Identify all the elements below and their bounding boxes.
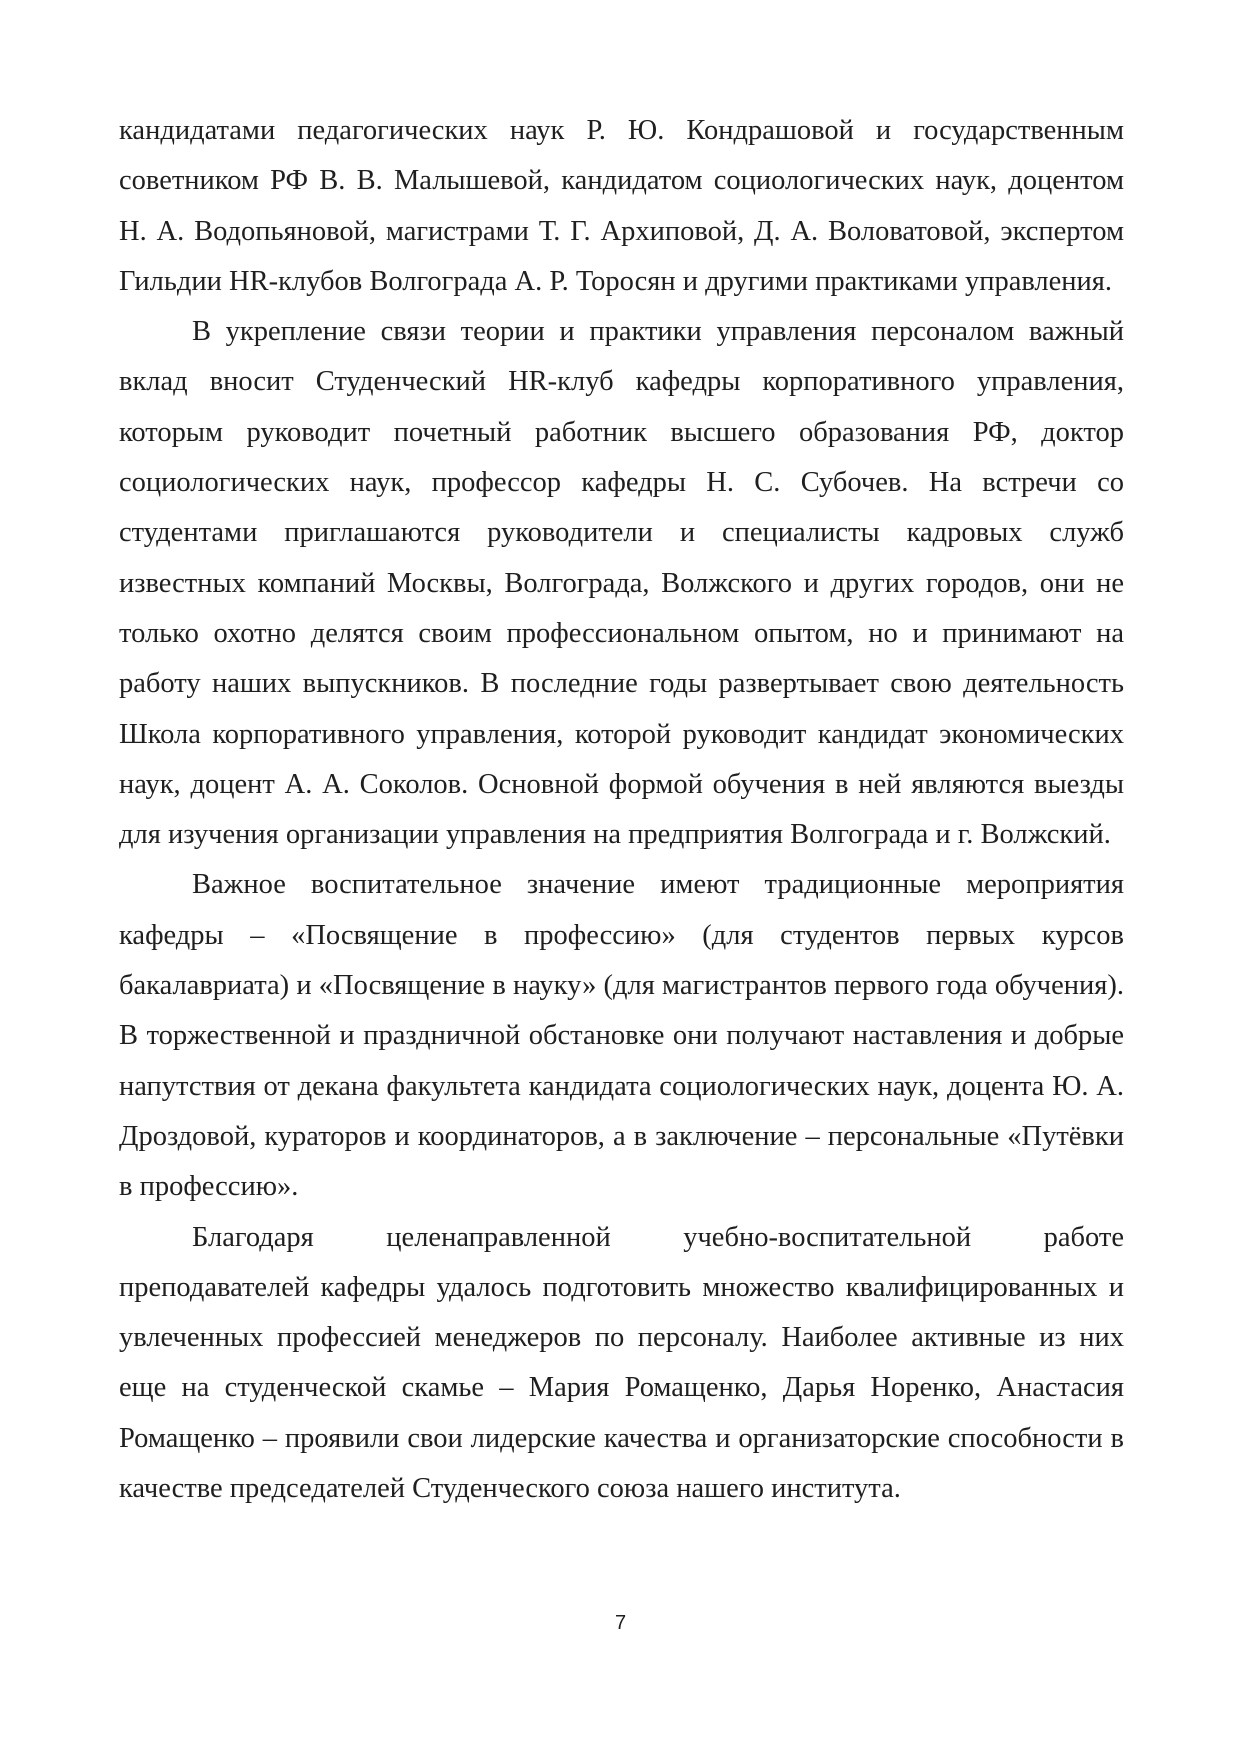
page-number: 7	[614, 1612, 627, 1634]
paragraph-2: В укрепление связи теории и практики управления персоналом важный вклад вносит Студенческий HR-клуб кафедры корпоративного управления, которым руководит почетный работник высшего образования РФ, доктор социологических наук, профессор кафедры Н. С. Субочев. На встречи со студентами приглашаются руководители и специалисты кадровых служб известных компаний Москвы, Волгограда, Волжского и других городов, они не только охотно делятся своим профессиональном опытом, но и принимают на работу наших выпускников. В последние годы развертывает свою деятельность Школа корпоративного управления, которой руководит кандидат экономических наук, доцент А. А. Соколов. Основной формой обучения в ней являются выезды для изучения организации управления на предприятия Волгограда и г. Волжский.	[119, 316, 1124, 851]
paragraph-4: Благодаря целенаправленной учебно-воспитательной работе преподавателей кафедры удалось подготовить множество квалифицированных и увлеченных профессией менеджеров по персоналу. Наиболее активные из них еще на студенческой скамье – Мария Ромащенко, Дарья Норенко, Анастасия Ромащенко – проявили свои лидерские качества и организаторские способности в качестве председателей Студенческого союза нашего института.	[119, 1221, 1124, 1505]
paragraph-3: Важное воспитательное значение имеют традиционные мероприятия кафедры – «Посвящение в профессию» (для студентов первых курсов бакалавриата) и «Посвящение в науку» (для магистрантов первого года обучения). В торжественной и праздничной обстановке они получают наставления и добрые напутствия от декана факультета кандидата социологических наук, доцента Ю. А. Дроздовой, кураторов и координаторов, а в заключение – персональные «Путёвки в профессию».	[119, 869, 1124, 1203]
body-text	[119, 106, 1124, 1514]
paragraph-1: кандидатами педагогических наук Р. Ю. Кондрашовой и государственным советником РФ В. В. Малышевой, кандидатом социологических наук, доцентом Н. А. Водопьяновой, магистрами Т. Г. Архиповой, Д. А. Воловатовой, экспертом Гильдии HR-клубов Волгограда А. Р. Торосян и другими практиками управления.	[119, 115, 1124, 297]
